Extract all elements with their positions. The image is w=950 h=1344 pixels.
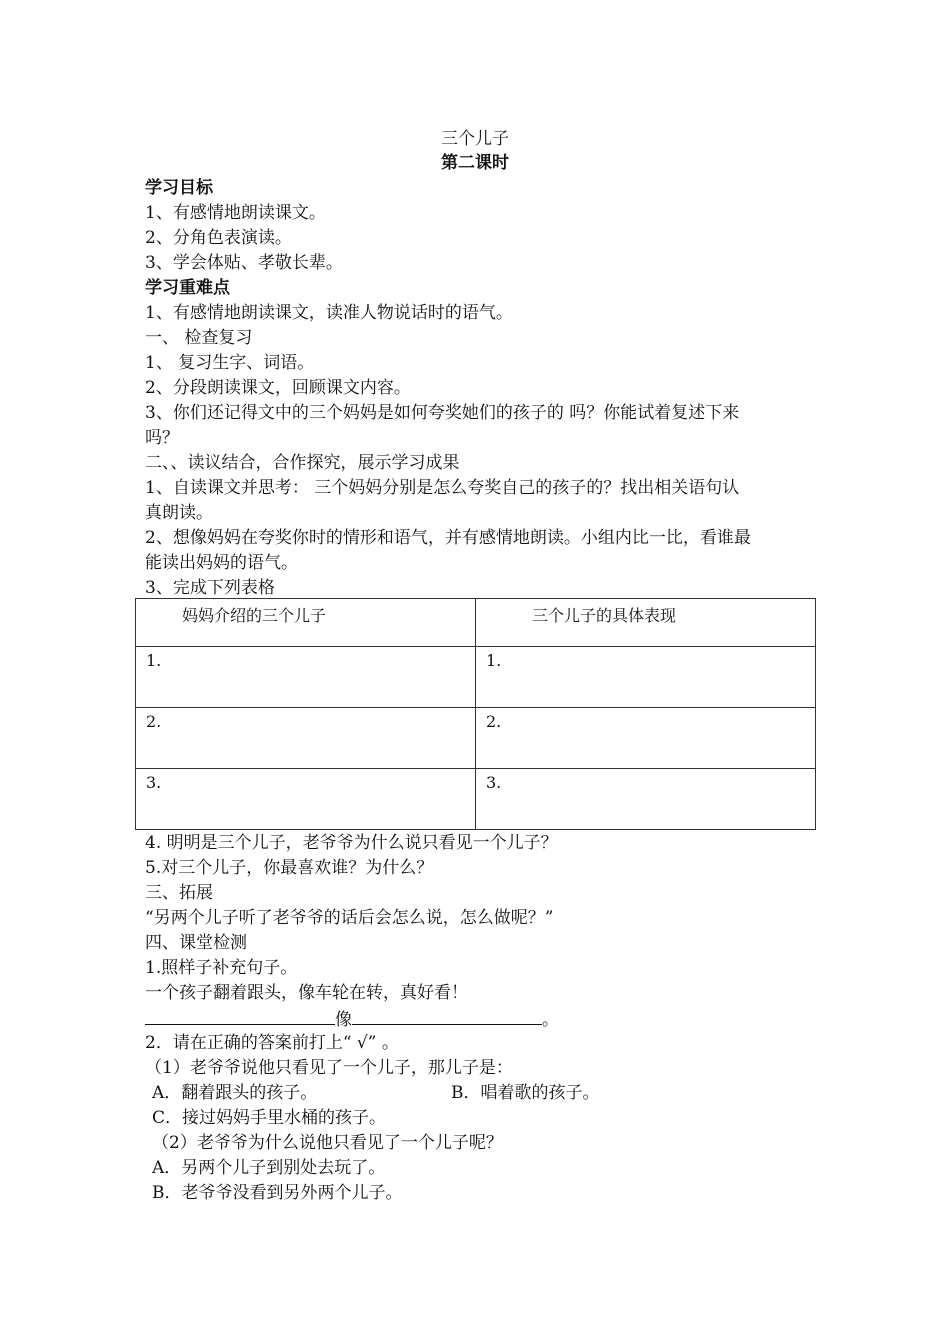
answer-option[interactable]: A．翻着跟头的孩子。 bbox=[152, 1083, 318, 1103]
fill-in-blank[interactable] bbox=[145, 1006, 335, 1025]
list-item: 2、分段朗读课文，回顾课文内容。 bbox=[145, 378, 411, 398]
list-item: 2、想像妈妈在夸奖你时的情形和语气，并有感情地朗读。小组内比一比，看谁最 bbox=[145, 528, 751, 548]
worksheet-table bbox=[135, 598, 816, 830]
document-title: 三个儿子 bbox=[441, 129, 509, 149]
table-header-cell: 三个儿子的具体表现 bbox=[476, 599, 816, 647]
table-cell[interactable]: 2. bbox=[136, 708, 476, 769]
answer-option[interactable]: A．另两个儿子到别处去玩了。 bbox=[152, 1158, 386, 1178]
table-header-cell: 妈妈介绍的三个儿子 bbox=[136, 599, 476, 647]
sub-question: （1）老爷爷说他只看见了一个儿子，那儿子是： bbox=[145, 1058, 513, 1078]
table-row bbox=[136, 708, 816, 769]
list-item: 1、 复习生字、词语。 bbox=[145, 353, 315, 373]
answer-option[interactable]: B．老爷爷没看到另外两个儿子。 bbox=[152, 1183, 403, 1203]
question-item: 1.照样子补充句子。 bbox=[145, 958, 298, 978]
section-heading: 二、、读议结合，合作探究，展示学习成果 bbox=[145, 453, 460, 473]
goal-item: 3、学会体贴、孝敬长辈。 bbox=[145, 253, 343, 273]
table-cell[interactable]: 1. bbox=[476, 647, 816, 708]
table-cell[interactable]: 1. bbox=[136, 647, 476, 708]
table-header-row bbox=[136, 599, 816, 647]
question-item: 4. 明明是三个儿子，老爷爷为什么说只看见一个儿子？ bbox=[145, 833, 558, 853]
table-row bbox=[136, 647, 816, 708]
fill-in-line bbox=[145, 1006, 559, 1033]
extension-text: “另两个儿子听了老爷爷的话后会怎么说，怎么做呢？” bbox=[145, 908, 554, 928]
fill-in-word: 像 bbox=[335, 1010, 352, 1030]
sub-question: （2）老爷爷为什么说他只看见了一个儿子呢？ bbox=[152, 1133, 503, 1153]
example-sentence: 一个孩子翻着跟头，像车轮在转，真好看！ bbox=[145, 983, 468, 1003]
question-item: 2．请在正确的答案前打上“ √” 。 bbox=[145, 1033, 399, 1053]
list-item: 吗？ bbox=[145, 428, 179, 448]
difficulty-item: 1、有感情地朗读课文，读准人物说话时的语气。 bbox=[145, 303, 513, 323]
goal-item: 1、有感情地朗读课文。 bbox=[145, 203, 326, 223]
question-item: 5.对三个儿子，你最喜欢谁？为什么？ bbox=[145, 858, 434, 878]
table-cell[interactable]: 2. bbox=[476, 708, 816, 769]
list-item: 3、完成下列表格 bbox=[145, 578, 275, 598]
list-item: 能读出妈妈的语气。 bbox=[145, 553, 298, 573]
goal-item: 2、分角色表演读。 bbox=[145, 228, 292, 248]
section-heading: 一、 检查复习 bbox=[145, 328, 253, 348]
answer-option[interactable]: C．接过妈妈手里水桶的孩子。 bbox=[152, 1108, 387, 1128]
table-row bbox=[136, 769, 816, 830]
list-item: 1、自读课文并思考： 三个妈妈分别是怎么夸奖自己的孩子的？找出相关语句认 bbox=[145, 478, 740, 498]
fill-in-blank[interactable] bbox=[352, 1006, 542, 1025]
answer-option[interactable]: B．唱着歌的孩子。 bbox=[451, 1083, 600, 1103]
table-cell[interactable]: 3. bbox=[136, 769, 476, 830]
table-cell[interactable]: 3. bbox=[476, 769, 816, 830]
section-heading: 三、拓展 bbox=[145, 883, 213, 903]
goals-heading: 学习目标 bbox=[145, 178, 213, 198]
section-heading: 四、课堂检测 bbox=[145, 933, 247, 953]
list-item: 真朗读。 bbox=[145, 503, 213, 523]
difficulty-heading: 学习重难点 bbox=[145, 278, 230, 298]
fill-in-end: 。 bbox=[542, 1010, 559, 1030]
document-subtitle: 第二课时 bbox=[441, 153, 509, 173]
list-item: 3、你们还记得文中的三个妈妈是如何夸奖她们的孩子的 吗？你能试着复述下来 bbox=[145, 403, 740, 423]
